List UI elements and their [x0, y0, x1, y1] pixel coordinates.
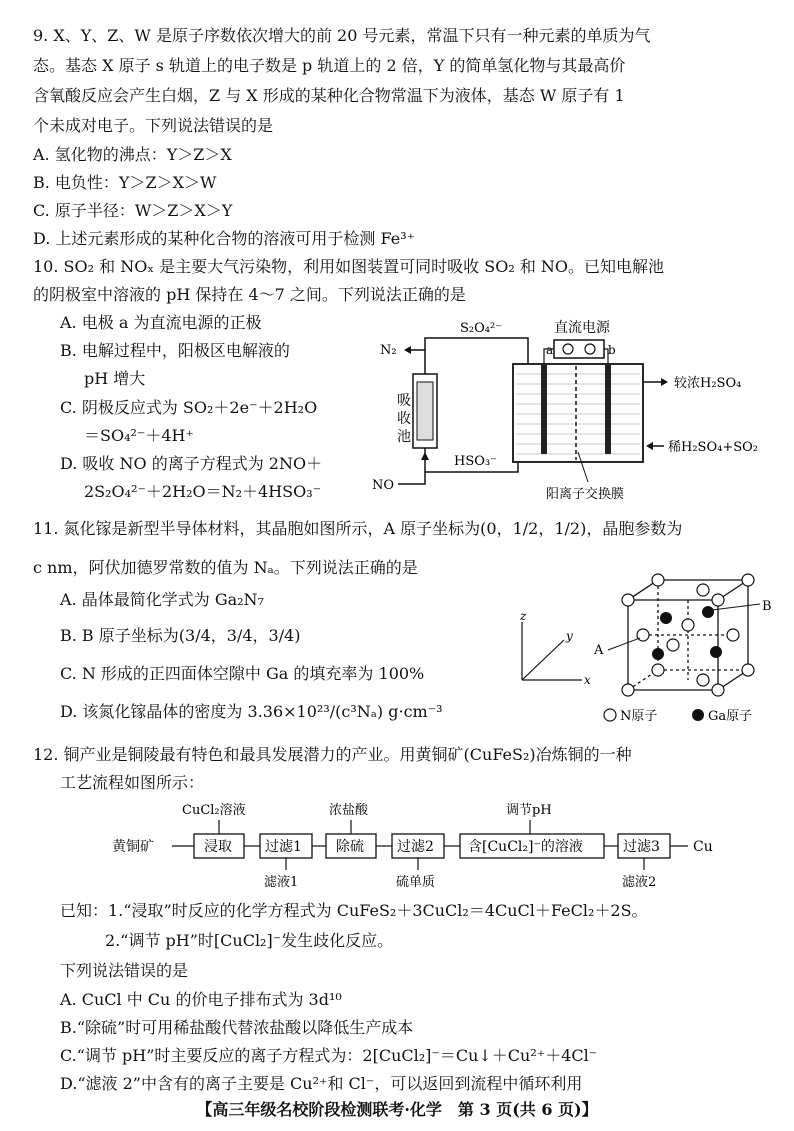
q10-option-b: B. 电解过程中，阳极区电解液的: [60, 341, 290, 360]
electrolytic-cell: [513, 364, 643, 462]
dilute-arrow: [646, 442, 653, 450]
q12-option-d: D.“滤液 2”中含有的离子主要是 Cu²⁺和 Cl⁻，可以返回到流程中循环利用: [60, 1074, 583, 1093]
q12-option-a: A. CuCl 中 Cu 的价电子排布式为 3d¹⁰: [60, 990, 342, 1009]
flow-output-filtrate2: 滤液2: [622, 875, 657, 890]
q9-stem-line-3: 含氧酸反应会产生白烟，Z 与 X 形成的某种化合物常温下为液体，基态 W 原子有 1: [33, 86, 625, 105]
q11-stem-line-2: c nm，阿伏加德罗常数的值为 Nₐ。下列说法正确的是: [33, 558, 418, 577]
membrane-label: 阳离子交换膜: [546, 487, 625, 502]
power-supply: [554, 340, 604, 358]
flow-box-filter1-label: 过滤1: [265, 839, 302, 855]
flow-box-cucl2-label: 含[CuCl₂]⁻的溶液: [468, 839, 583, 855]
q9-option-b: B. 电负性：Y＞Z＞X＞W: [33, 173, 217, 192]
electrode-a-label: a: [546, 343, 554, 357]
flow-output-sulfur: 硫单质: [396, 875, 436, 890]
conc-h2so4-label: 较浓H₂SO₄: [674, 376, 742, 391]
flow-box-filter2-label: 过滤2: [397, 839, 434, 855]
flow-box-leach-label: 浸取: [204, 839, 232, 855]
gan-unit-cell: [588, 570, 788, 730]
z-axis-label: z: [520, 610, 527, 623]
electrolysis-diagram: [368, 312, 788, 512]
power-terminal-b: [585, 344, 595, 354]
absorber-label-3: 池: [397, 429, 411, 445]
q11-option-b: B. B 原子坐标为(3/4，3/4，3/4): [60, 626, 301, 645]
q11-option-d: D. 该氮化镓晶体的密度为 3.36×10²³/(c³Nₐ) g·cm⁻³: [60, 702, 443, 721]
q11-option-a: A. 晶体最简化学式为 Ga₂N₇: [60, 590, 264, 609]
ga-atoms: [652, 606, 722, 660]
q9-option-d: D. 上述元素形成的某种化合物的溶液可用于检测 Fe³⁺: [33, 229, 416, 248]
hso3-label: HSO₃⁻: [454, 454, 497, 469]
no-inlet-pipe: [398, 448, 425, 484]
q12-ask: 下列说法错误的是: [60, 961, 189, 980]
flow-output-filtrate1: 滤液1: [264, 875, 299, 890]
electrode-b: [605, 364, 611, 454]
legend-n-marker: [604, 709, 616, 721]
electrode-a: [541, 364, 547, 454]
q11-stem-line-1: 11. 氮化镓是新型半导体材料，其晶胞如图所示，A 原子坐标为(0，1/2，1/2)，晶胞参数为: [33, 519, 683, 538]
y-axis-label: y: [566, 629, 573, 643]
q11-option-c: C. N 形成的正四面体空隙中 Ga 的填充率为 100%: [60, 664, 425, 683]
q10-stem-line-2: 的阴极室中溶液的 pH 保持在 4～7 之间。下列说法正确的是: [33, 285, 466, 304]
s2o4-pipe: [425, 338, 528, 364]
electrode-b-label: b: [608, 343, 616, 357]
flow-start-label: 黄铜矿: [112, 839, 154, 855]
q9-option-c: C. 原子半径：W＞Z＞X＞Y: [33, 201, 233, 220]
q10-option-d-cont: 2S₂O₄²⁻＋2H₂O＝N₂＋4HSO₃⁻: [84, 482, 322, 501]
dilute-h2so4-label: 稀H₂SO₄+SO₂: [668, 440, 758, 455]
page-footer: 【高三年级名校阶段检测联考·化学 第 3 页(共 6 页)】: [196, 1100, 598, 1119]
q12-known-2: 2.“调节 pH”时[CuCl₂]⁻发生歧化反应。: [105, 931, 394, 950]
q9-stem-line-2: 态。基态 X 原子 s 轨道上的电子数是 p 轨道上的 2 倍，Y 的简单氢化物与其最高价: [33, 56, 626, 75]
pointer-a: [608, 638, 640, 650]
flow-box-filter3-label: 过滤3: [623, 839, 660, 855]
absorber-packing: [417, 382, 433, 440]
q10-option-a: A. 电极 a 为直流电源的正极: [60, 313, 262, 332]
conc-arrow: [661, 378, 668, 386]
flow-end-label: Cu: [693, 839, 713, 855]
y-axis: [522, 640, 564, 680]
q10-option-c-cont: ＝SO₄²⁻＋4H⁺: [84, 426, 194, 445]
q12-stem-line-1: 12. 铜产业是铜陵最有特色和最具发展潜力的产业。用黄铜矿(CuFeS₂)冶炼铜的一种: [33, 745, 632, 764]
s2o4-label: S₂O₄²⁻: [460, 321, 503, 336]
no-label: NO: [372, 478, 395, 493]
q12-option-c: C.“调节 pH”时主要反应的离子方程式为：2[CuCl₂]⁻＝Cu↓＋Cu²⁺＋4Cl⁻: [60, 1046, 598, 1065]
legend-ga-marker: [692, 709, 704, 721]
n2-label: N₂: [380, 343, 397, 358]
x-axis-label: x: [584, 673, 591, 687]
power-terminal-a: [563, 344, 573, 354]
flow-box-desulfur-label: 除硫: [336, 839, 364, 855]
q9-stem-line-1: 9. X、Y、Z、W 是原子序数依次增大的前 20 号元素，常温下只有一种元素的单质为气: [33, 26, 651, 45]
flow-input-adjust-ph: 调节pH: [506, 803, 552, 818]
power-supply-label: 直流电源: [554, 320, 610, 336]
q12-stem-line-2: 工艺流程如图所示：: [60, 773, 205, 792]
absorber-label-1: 吸: [397, 393, 411, 409]
atom-b-label: B: [762, 599, 772, 614]
q10-option-d: D. 吸收 NO 的离子方程式为 2NO＋: [60, 454, 323, 473]
flow-input-conc-hcl: 浓盐酸: [329, 803, 369, 818]
no-arrow: [421, 452, 429, 460]
process-flowchart: [110, 798, 730, 894]
q9-stem-line-4: 个未成对电子。下列说法错误的是: [33, 116, 274, 135]
legend-n-label: N原子: [620, 709, 658, 724]
atom-a-label: A: [594, 643, 604, 658]
n2-arrow: [404, 346, 411, 354]
q10-stem-line-1: 10. SO₂ 和 NOₓ 是主要大气污染物，利用如图装置可同时吸收 SO₂ 和 NO。已知电解池: [33, 257, 665, 276]
flow-input-cucl2: CuCl₂溶液: [182, 803, 246, 818]
q10-option-b-cont: pH 增大: [84, 369, 146, 388]
q12-option-b: B.“除硫”时可用稀盐酸代替浓盐酸以降低生产成本: [60, 1018, 414, 1037]
q9-option-a: A. 氢化物的沸点：Y＞Z＞X: [33, 145, 232, 164]
legend-ga-label: Ga原子: [708, 709, 753, 724]
q12-known-1: 已知：1.“浸取”时反应的化学方程式为 CuFeS₂＋3CuCl₂＝4CuCl＋FeCl₂＋2S。: [60, 901, 648, 920]
q10-option-c: C. 阴极反应式为 SO₂＋2e⁻＋2H₂O: [60, 398, 318, 417]
absorber-label-2: 收: [397, 411, 411, 427]
